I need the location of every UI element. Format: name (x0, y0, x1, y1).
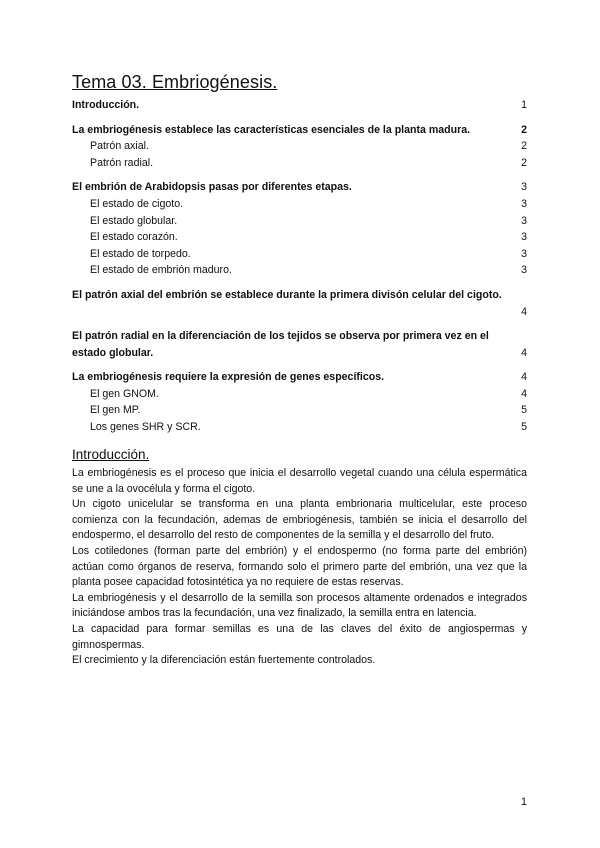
body-paragraph: El crecimiento y la diferenciación están fuertemente controlados. (72, 654, 376, 667)
toc-subentry[interactable] (72, 246, 527, 263)
toc-entry-page: 3 (521, 264, 527, 277)
body-paragraph: Un cigoto unicelular se transforma en una planta embrionaria multicelular, este proceso comienza con la fecundación, ademas de embriogénesis, también se inicia el desarrollo del endospermo, el desarrollo del resto de componentes de la semilla y el desarrollo del fruto. (72, 498, 527, 542)
toc-entry-page: 3 (521, 181, 527, 194)
toc-entry-section-4[interactable] (72, 328, 527, 361)
toc-entry-page: 4 (521, 305, 527, 318)
toc-subentry[interactable] (72, 419, 527, 436)
body-paragraph: La embriogénesis y el desarrollo de la semilla son procesos altamente ordenados e integrados iniciándose ambos tras la fecundación, una vez finalizado, la semilla entra en latencia. (72, 591, 527, 620)
toc-entry-page: 3 (521, 214, 527, 227)
toc-entry-intro[interactable] (72, 97, 527, 114)
toc-entry-label: El estado de embrión maduro. (90, 264, 232, 277)
toc-subentry[interactable] (72, 262, 527, 279)
toc-entry-label: Introducción. (72, 99, 140, 111)
toc-entry-page: 3 (521, 231, 527, 244)
table-of-contents (72, 97, 527, 435)
toc-subentry[interactable] (72, 386, 527, 403)
toc-entry-label: El estado globular. (90, 214, 178, 227)
page-number: 1 (520, 796, 527, 808)
body-paragraph: Los cotiledones (forman parte del embrión) y el endospermo (no forma parte del embrión) actúan como órganos de reserva, formando solo el primero parte del embrión, una vez que la planta posee capacidad fotosintética ya no requiere de estas reservas. (72, 544, 527, 589)
toc-entry-label: El estado de cigoto. (90, 197, 184, 210)
toc-entry-page: 4 (521, 387, 527, 400)
toc-subentry[interactable] (72, 138, 527, 155)
toc-subentry[interactable] (72, 402, 527, 419)
toc-entry-label: El estado de torpedo. (90, 247, 191, 260)
toc-entry-page: 5 (521, 404, 527, 417)
toc-entry-label: El patrón radial en la diferenciación de los tejidos se observa por primera vez en el estado globular. (72, 329, 489, 359)
toc-entry-page: 3 (521, 247, 527, 260)
toc-entry-label: El estado corazón. (90, 231, 178, 244)
toc-entry-label: Patrón radial. (90, 156, 154, 169)
section-heading: Introducción. (72, 447, 150, 462)
toc-entry-page: 2 (521, 140, 527, 153)
toc-entry-page: 2 (521, 156, 527, 169)
toc-subentry[interactable] (72, 155, 527, 172)
toc-entry-section-5[interactable] (72, 369, 527, 386)
toc-entry-label: El gen MP. (90, 404, 141, 417)
toc-subentry[interactable] (72, 229, 527, 246)
toc-subentry[interactable] (72, 196, 527, 213)
toc-entry-page: 4 (521, 370, 527, 383)
toc-entry-label: Patrón axial. (90, 140, 149, 153)
document-title: Tema 03. Embriogénesis. (72, 72, 278, 92)
section-body (72, 466, 527, 669)
toc-entry-page: 1 (521, 99, 527, 111)
toc-entry-label: El embrión de Arabidopsis pasas por diferentes etapas. (72, 181, 352, 194)
toc-entry-page: 2 (521, 123, 527, 136)
toc-entry-page: 4 (521, 346, 527, 359)
toc-entry-label: Los genes SHR y SCR. (90, 420, 201, 433)
body-paragraph: La capacidad para formar semillas es una de las claves del éxito de angiospermas y gimnospermas. (72, 622, 527, 651)
toc-subentry[interactable] (72, 213, 527, 230)
toc-entry-label: La embriogénesis requiere la expresión de genes específicos. (72, 370, 385, 383)
toc-entry-section-1[interactable] (72, 122, 527, 139)
toc-entry-page: 3 (521, 197, 527, 210)
toc-entry-label: El gen GNOM. (90, 387, 159, 400)
toc-entry-section-3[interactable] (72, 287, 527, 320)
toc-entry-label: El patrón axial del embrión se establece durante la primera divisón celular del cigoto. (72, 288, 502, 301)
toc-entry-label: La embriogénesis establece las características esenciales de la planta madura. (72, 123, 471, 136)
toc-entry-section-2[interactable] (72, 179, 527, 196)
body-paragraph: La embriogénesis es el proceso que inicia el desarrollo vegetal cuando una célula espermática se une a la ovocélula y forma el cigoto. (72, 467, 527, 495)
toc-entry-page: 5 (521, 420, 527, 433)
